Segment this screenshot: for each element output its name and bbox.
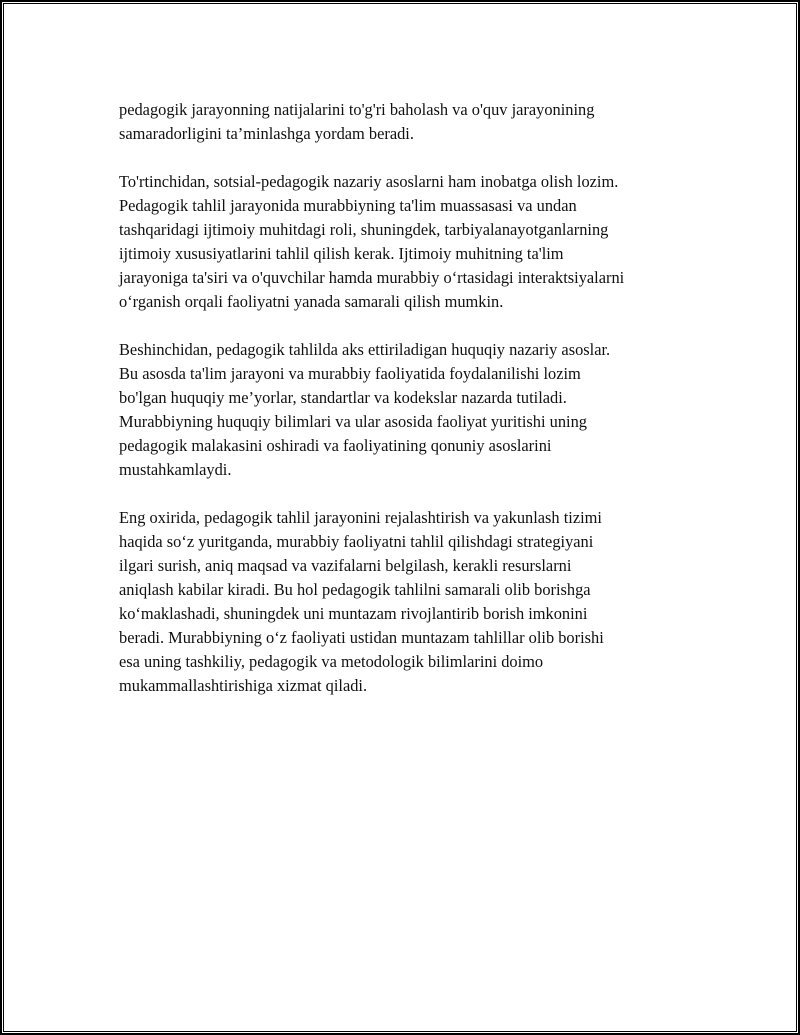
paragraph-3 xyxy=(119,338,709,482)
text-line: bo'lgan huquqiy me’yorlar, standartlar va kodekslar nazarda tutiladi. xyxy=(119,388,567,407)
paragraph-2 xyxy=(119,170,709,314)
text-line: mustahkamlaydi. xyxy=(119,460,232,479)
text-line: ilgari surish, aniq maqsad va vazifalarni belgilash, kerakli resurslarni xyxy=(119,556,572,575)
text-line: haqida so‘z yuritganda, murabbiy faoliyatni tahlil qilishdagi strategiyani xyxy=(119,532,594,551)
text-line: Pedagogik tahlil jarayonida murabbiyning ta'lim muassasasi va undan xyxy=(119,196,577,215)
text-line: Eng oxirida, pedagogik tahlil jarayonini rejalashtirish va yakunlash tizimi xyxy=(119,508,602,527)
paragraph-1 xyxy=(119,98,709,146)
document-body xyxy=(119,98,709,722)
document-page xyxy=(3,3,797,1032)
text-line: jarayoniga ta'siri va o'quvchilar hamda murabbiy o‘rtasidagi interaktsiyalarni xyxy=(119,268,625,287)
text-line: pedagogik malakasini oshiradi va faoliyatining qonuniy asoslarini xyxy=(119,436,552,455)
text-line: aniqlash kabilar kiradi. Bu hol pedagogik tahlilni samarali olib borishga xyxy=(119,580,591,599)
text-line: esa uning tashkiliy, pedagogik va metodologik bilimlarini doimo xyxy=(119,652,544,671)
text-line: samaradorligini ta’minlashga yordam beradi. xyxy=(119,124,414,143)
text-line: To'rtinchidan, sotsial-pedagogik nazariy asoslarni ham inobatga olish lozim. xyxy=(119,172,619,191)
text-line: beradi. Murabbiyning o‘z faoliyati ustidan muntazam tahlillar olib borishi xyxy=(119,628,604,647)
text-line: pedagogik jarayonning natijalarini to'g'ri baholash va o'quv jarayonining xyxy=(119,100,595,119)
text-line: ijtimoiy xususiyatlarini tahlil qilish kerak. Ijtimoiy muhitning ta'lim xyxy=(119,244,564,263)
text-line: tashqaridagi ijtimoiy muhitdagi roli, shuningdek, tarbiyalanayotganlarning xyxy=(119,220,609,239)
paragraph-4 xyxy=(119,506,709,698)
text-line: Murabbiyning huquqiy bilimlari va ular asosida faoliyat yuritishi uning xyxy=(119,412,587,431)
text-line: Bu asosda ta'lim jarayoni va murabbiy faoliyatida foydalanilishi lozim xyxy=(119,364,581,383)
text-line: ko‘maklashadi, shuningdek uni muntazam rivojlantirib borish imkonini xyxy=(119,604,588,623)
text-line: Beshinchidan, pedagogik tahlilda aks ettiriladigan huquqiy nazariy asoslar. xyxy=(119,340,611,359)
text-line: mukammallashtirishiga xizmat qiladi. xyxy=(119,676,368,695)
text-line: o‘rganish orqali faoliyatni yanada samarali qilish mumkin. xyxy=(119,292,504,311)
